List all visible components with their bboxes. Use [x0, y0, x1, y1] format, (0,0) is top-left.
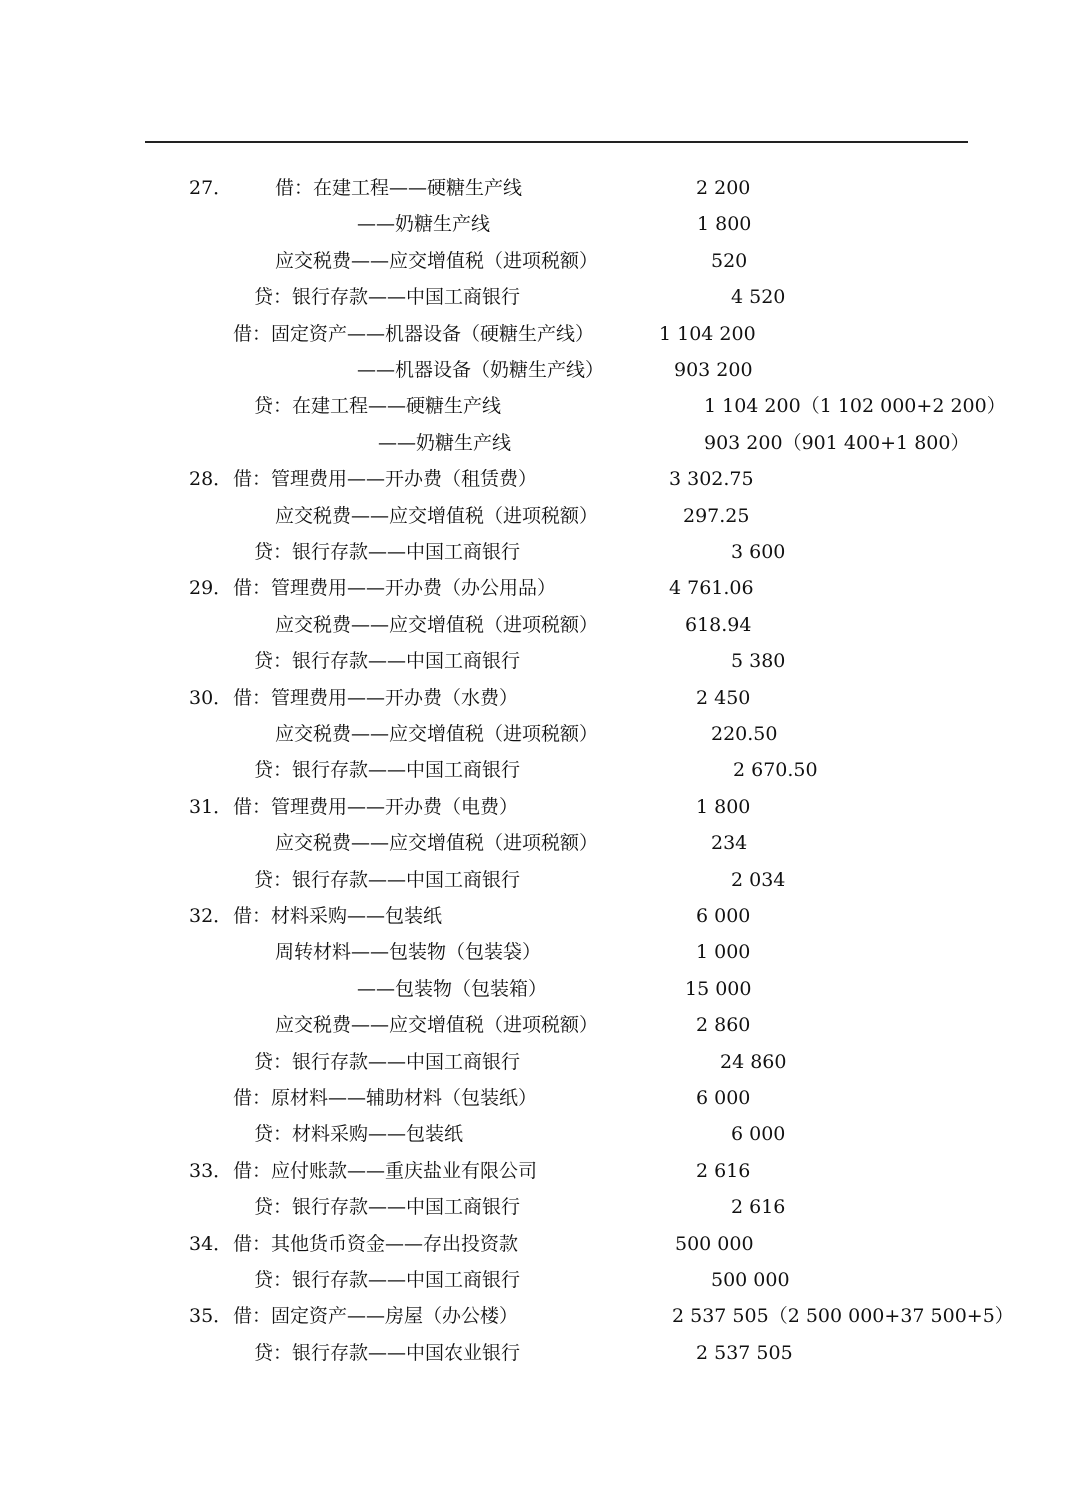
entry-line [0, 249, 1083, 285]
debit-amount: 1 000 [696, 941, 751, 964]
account-label: 借：固定资产——房屋（办公楼） [233, 1305, 519, 1328]
account-label: 借：材料采购——包装纸 [233, 905, 443, 927]
account-label: 周转材料——包装物（包装袋） [275, 941, 542, 964]
debit-amount: 297.25 [683, 504, 750, 527]
account-label: 贷：银行存款——中国工商银行 [254, 759, 521, 782]
entry-line [0, 758, 1083, 794]
account-label: ——机器设备（奶糖生产线） [357, 359, 605, 381]
entry-line [0, 576, 1083, 612]
entry-line [0, 904, 1083, 940]
entry-line [0, 358, 1083, 394]
credit-amount: 4 520 [731, 286, 786, 309]
debit-amount: 2 616 [696, 1159, 751, 1182]
entry-number: 29． [189, 577, 233, 600]
entry-line [0, 1195, 1083, 1231]
debit-amount: 2 860 [696, 1014, 751, 1037]
account-label: 贷：银行存款——中国工商银行 [254, 1269, 521, 1291]
entry-line [0, 212, 1083, 248]
debit-amount: 1 800 [697, 213, 752, 236]
entry-line [0, 1268, 1083, 1304]
account-label: 借：固定资产——机器设备（硬糖生产线） [233, 322, 595, 345]
entry-number: 34． [189, 1232, 233, 1255]
credit-amount: 1 104 200（1 102 000+2 200） [704, 395, 1006, 418]
credit-amount: 24 860 [720, 1050, 787, 1073]
account-label: 借：管理费用——开办费（租赁费） [233, 468, 538, 491]
entry-line [0, 431, 1083, 467]
entry-line [0, 540, 1083, 576]
account-label: 借：管理费用——开办费（水费） [233, 686, 519, 709]
entry-line [0, 394, 1083, 430]
account-label: 应交税费——应交增值税（进项税额） [275, 832, 599, 855]
credit-amount: 5 380 [731, 650, 786, 673]
account-label: 贷：银行存款——中国工商银行 [254, 868, 521, 891]
account-label: 贷：银行存款——中国工商银行 [254, 541, 521, 563]
account-label: 借：管理费用——开办费（办公用品） [233, 577, 557, 600]
credit-amount: 3 600 [731, 541, 786, 563]
account-label: 贷：银行存款——中国工商银行 [254, 1196, 521, 1219]
entry-line [0, 649, 1083, 685]
entry-line [0, 1086, 1083, 1122]
debit-amount: 3 302.75 [669, 468, 754, 491]
debit-amount: 2 537 505（2 500 000+37 500+5） [672, 1305, 1014, 1328]
debit-amount: 2 450 [696, 686, 751, 709]
credit-amount: 6 000 [731, 1123, 786, 1146]
entry-line [0, 176, 1083, 212]
account-label: 应交税费——应交增值税（进项税额） [275, 249, 599, 272]
entry-number: 35． [189, 1305, 233, 1328]
debit-amount: 500 000 [675, 1232, 754, 1255]
entry-line [0, 940, 1083, 976]
account-label: ——包装物（包装箱） [357, 977, 548, 1000]
entry-number: 33． [189, 1159, 233, 1182]
header-rule [145, 141, 968, 143]
credit-amount: 2 670.50 [733, 759, 818, 782]
entry-line [0, 1050, 1083, 1086]
entry-line [0, 322, 1083, 358]
debit-amount: 4 761.06 [669, 577, 754, 600]
account-label: 应交税费——应交增值税（进项税额） [275, 504, 599, 527]
entry-line [0, 1159, 1083, 1195]
account-label: 应交税费——应交增值税（进项税额） [275, 1014, 599, 1037]
account-label: 贷：在建工程——硬糖生产线 [254, 395, 502, 418]
entry-line [0, 795, 1083, 831]
debit-amount: 520 [711, 249, 748, 272]
debit-amount: 220.50 [711, 723, 778, 745]
account-label: 贷：材料采购——包装纸 [254, 1123, 464, 1146]
entry-line [0, 686, 1083, 722]
credit-amount: 2 616 [731, 1196, 786, 1219]
entry-number: 27． [189, 177, 233, 199]
credit-amount: 2 034 [731, 868, 786, 891]
debit-amount: 2 200 [696, 177, 751, 199]
entry-line [0, 1232, 1083, 1268]
account-label: 借：原材料——辅助材料（包装纸） [233, 1087, 538, 1109]
account-label: 应交税费——应交增值税（进项税额） [275, 723, 599, 745]
account-label: 借：管理费用——开办费（电费） [233, 795, 519, 818]
debit-amount: 1 800 [696, 795, 751, 818]
debit-amount: 618.94 [685, 613, 752, 636]
account-label: 贷：银行存款——中国农业银行 [254, 1341, 521, 1364]
entry-number: 31． [189, 795, 233, 818]
debit-amount: 234 [711, 832, 748, 855]
account-label: 应交税费——应交增值税（进项税额） [275, 613, 599, 636]
debit-amount: 6 000 [696, 905, 751, 927]
account-label: 借：其他货币资金——存出投资款 [233, 1232, 519, 1255]
entry-number: 30． [189, 686, 233, 709]
entry-line [0, 722, 1083, 758]
debit-amount: 6 000 [696, 1087, 751, 1109]
account-label: 借：在建工程——硬糖生产线 [275, 177, 523, 199]
account-label: ——奶糖生产线 [378, 431, 512, 454]
credit-amount: 500 000 [711, 1269, 790, 1291]
credit-amount: 903 200（901 400+1 800） [704, 431, 970, 454]
account-label: 贷：银行存款——中国工商银行 [254, 1050, 521, 1073]
entry-line [0, 1304, 1083, 1340]
debit-amount: 15 000 [685, 977, 752, 1000]
debit-amount: 1 104 200 [659, 322, 756, 345]
entry-line [0, 1122, 1083, 1158]
account-label: 贷：银行存款——中国工商银行 [254, 650, 521, 673]
entry-number: 32． [189, 905, 233, 927]
account-label: 贷：银行存款——中国工商银行 [254, 286, 521, 309]
entry-line [0, 285, 1083, 321]
entry-number: 28． [189, 468, 233, 491]
credit-amount: 2 537 505 [696, 1341, 793, 1364]
debit-amount: 903 200 [674, 359, 753, 381]
entry-line [0, 831, 1083, 867]
entry-line [0, 467, 1083, 503]
entry-line [0, 868, 1083, 904]
entry-line [0, 613, 1083, 649]
account-label: ——奶糖生产线 [357, 213, 491, 236]
entry-line [0, 977, 1083, 1013]
account-label: 借：应付账款——重庆盐业有限公司 [233, 1159, 538, 1182]
entry-line [0, 1341, 1083, 1377]
entry-line [0, 1013, 1083, 1049]
entry-line [0, 504, 1083, 540]
